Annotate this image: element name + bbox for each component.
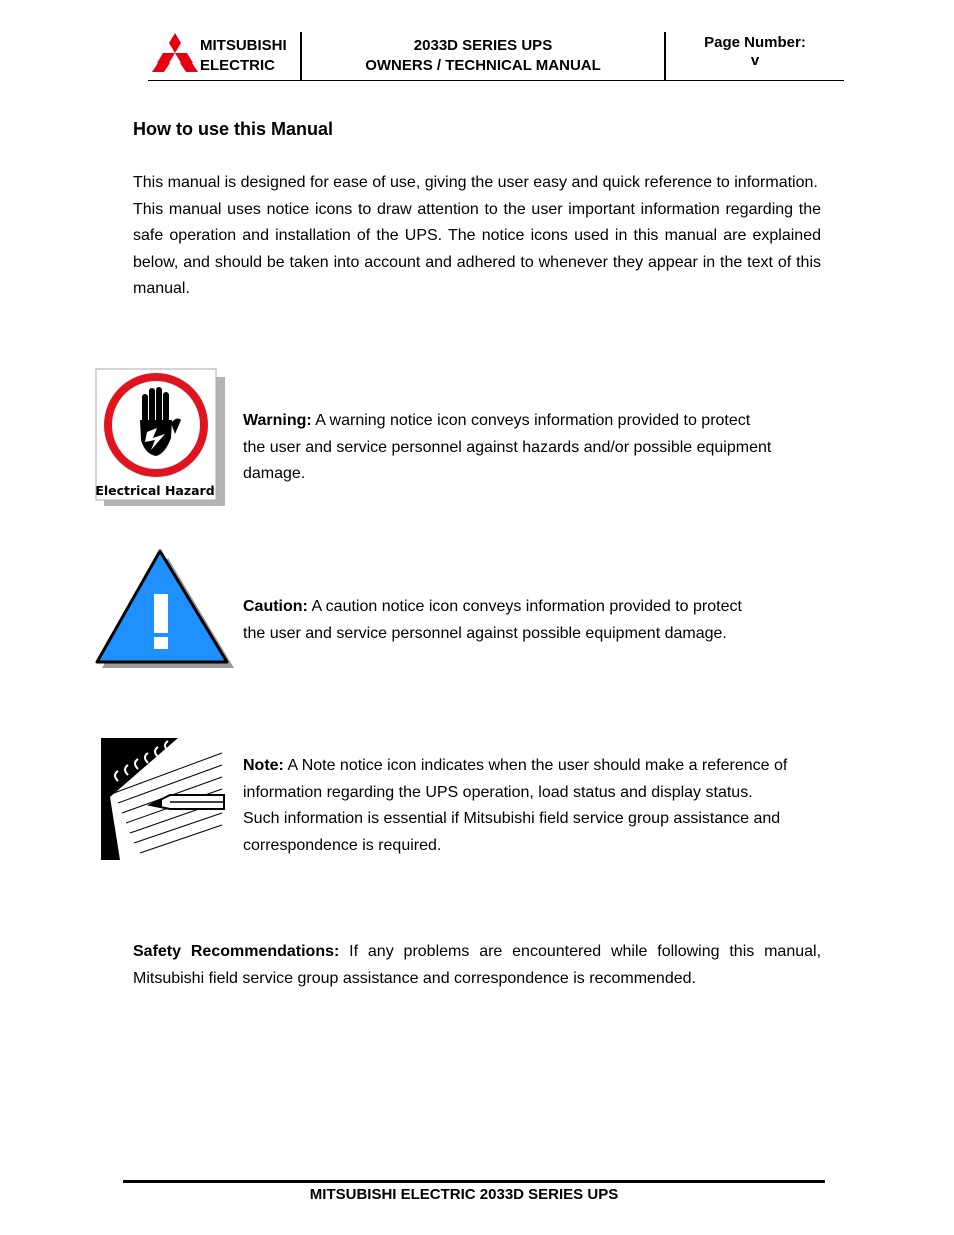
document-title bbox=[302, 36, 664, 76]
intro-paragraph-2: This manual uses notice icons to draw attention to the user important information regarding the safe operation and installation of the UPS. The notice icons used in this manual are explained below, and should be taken into account and adhered to whenever they appear in the text of this manual. bbox=[133, 200, 821, 297]
caution-label: Caution: bbox=[243, 598, 308, 615]
company-line-1: MITSUBISHI bbox=[200, 37, 287, 54]
company-line-2: ELECTRIC bbox=[200, 57, 275, 74]
footer-rule bbox=[123, 1180, 825, 1183]
page-header bbox=[148, 30, 844, 81]
note-line-3: Such information is essential if Mitsubishi field service group assistance and bbox=[243, 810, 781, 827]
caution-triangle-icon bbox=[94, 548, 236, 670]
intro-paragraph-1: This manual is designed for ease of use, giving the user easy and quick reference to information. bbox=[133, 174, 818, 191]
notepad-pencil-icon bbox=[100, 737, 226, 861]
intro-text bbox=[133, 170, 821, 303]
note-line-1: A Note notice icon indicates when the user should make a reference of bbox=[283, 757, 788, 774]
safety-text: If any problems are encountered while following this manual, Mitsubishi field service group assistance and correspondence is recommended. bbox=[133, 943, 822, 987]
caution-line-2: the user and service personnel against possible equipment damage. bbox=[243, 624, 727, 642]
caution-line-1: A caution notice icon conveys information provided to protect bbox=[307, 598, 742, 615]
caution-notice-text bbox=[243, 594, 742, 647]
page-number-label: Page Number: bbox=[704, 34, 806, 51]
page-footer: MITSUBISHI ELECTRIC 2033D SERIES UPS bbox=[309, 1186, 619, 1203]
mitsubishi-logo-icon bbox=[152, 32, 198, 72]
warning-line-2: the user and service personnel against hazards and/or possible equipment bbox=[243, 438, 772, 456]
warning-notice-text bbox=[243, 408, 771, 488]
note-notice-text bbox=[243, 753, 787, 859]
electrical-hazard-icon bbox=[95, 368, 227, 508]
safety-label: Safety Recommendations: bbox=[133, 943, 340, 960]
warning-label: Warning: bbox=[243, 412, 312, 429]
warning-line-1: A warning notice icon conveys information provided to protect bbox=[311, 412, 751, 429]
safety-recommendations bbox=[133, 938, 821, 992]
section-title: How to use this Manual bbox=[133, 119, 334, 139]
note-label: Note: bbox=[243, 757, 284, 774]
document-title-line-1: 2033D SERIES UPS bbox=[413, 37, 553, 54]
note-line-4: correspondence is required. bbox=[243, 836, 442, 854]
company-name bbox=[200, 36, 287, 76]
page-number bbox=[666, 34, 844, 70]
note-line-2: information regarding the UPS operation, load status and display status. bbox=[243, 783, 753, 801]
warning-line-3: damage. bbox=[243, 465, 306, 482]
electrical-hazard-caption: Electrical Hazard bbox=[95, 483, 215, 498]
page-number-value: v bbox=[750, 52, 760, 69]
document-title-line-2: OWNERS / TECHNICAL MANUAL bbox=[365, 57, 601, 74]
